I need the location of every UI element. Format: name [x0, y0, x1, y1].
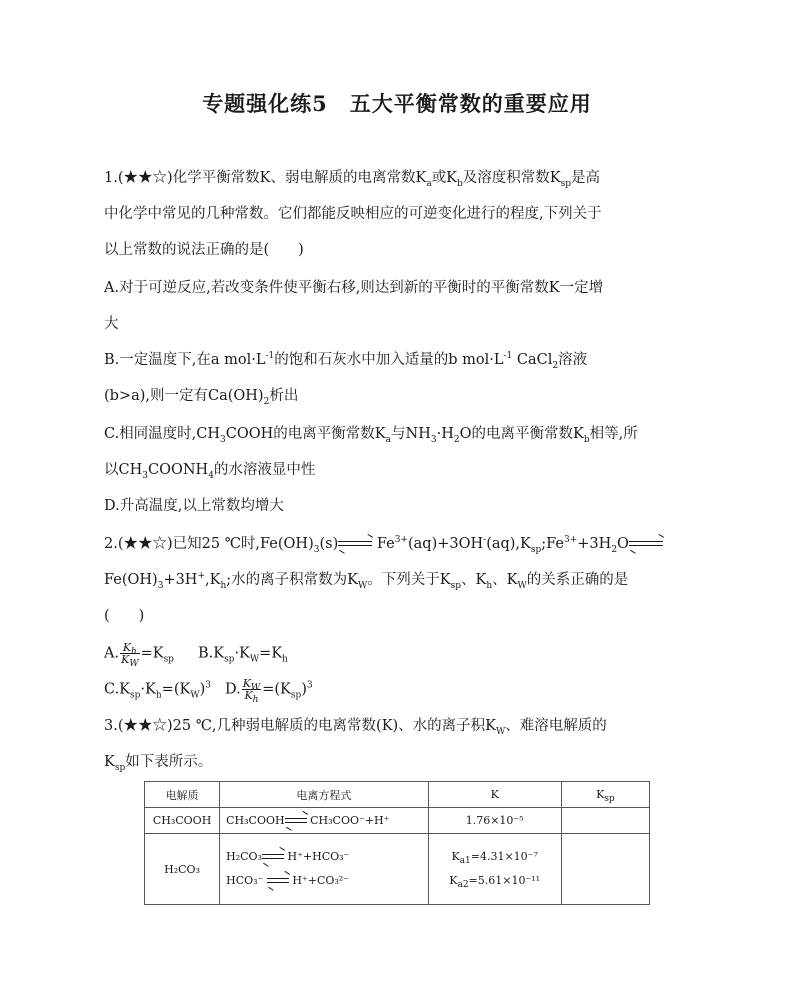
q3-stem-line2: $K_{sp}$如下表所示。 — [104, 754, 213, 773]
q2-stem-line1: 2.(★★☆)已知25 ℃时$,Fe(OH)_3(s)$ $Fe^{3+}(aq)+3OH^-(aq),K_{sp};Fe^{3+}+3H_2O$ — [104, 534, 704, 554]
fraction-kw-over-kh: $\frac{K_W}{K_h}$ — [242, 677, 261, 706]
cell-electrolyte: H₂CO₃ — [145, 834, 220, 905]
q1-stem-line1: 1.(★★☆)化学平衡常数K、弱电解质的电离常数$K_a$或$K_b$及溶度积常数$K_{sp}$是高 — [104, 170, 601, 189]
fraction-kh-over-kw: $\frac{K_h}{K_W}$ — [121, 641, 139, 670]
equilibrium-arrow-icon — [267, 876, 289, 886]
q2-stem-line3: ( ) — [104, 608, 145, 624]
page-title: 专题强化练5 五大平衡常数的重要应用 — [202, 91, 592, 116]
q1-option-b-line1: B.一定温度下,在a $mol\cdot L^{-1}$的饱和石灰水中加入适量的b $mol\cdot L^{-1}$ CaCl$_2$溶液 — [104, 351, 588, 371]
cell-ksp — [561, 834, 649, 905]
q3-stem-line1: 3.(★★☆)25 ℃,几种弱电解质的电离常数(K)、水的离子积$K_W$、难溶电解质的 — [104, 718, 607, 737]
q2-options-ab: A. $\frac{K_h}{K_W}$ $=K_{sp}$ $B.K_{sp}\cdot K_W=K_h$ — [104, 641, 288, 670]
header-electrolyte: 电解质 — [145, 782, 220, 808]
cell-k: $K_{a1}=4.31\times 10^{-7}$ $K_{a2}=5.61\times 10^{-11}$ — [428, 834, 561, 905]
q2-stem-line2: $Fe(OH)_3+3H^+,K_h$;水的离子积常数为$K_W$。下列关于$K_{sp}$、$K_h$、$K_W$的关系正确的是 — [104, 571, 629, 591]
q2-options-cd: $C.K_{sp}\cdot K_h=(K_W)^3$ D. $\frac{K_W}{K_h}$ $=(K_{sp})^3$ — [104, 677, 313, 706]
header-ionization-equation: 电离方程式 — [220, 782, 428, 808]
cell-equation: H₂CO₃ H⁺+HCO₃⁻ HCO₃⁻ H⁺+CO₃²⁻ — [220, 834, 428, 905]
constants-table — [144, 781, 650, 905]
q1-option-a-line1: A.对于可逆反应,若改变条件使平衡右移,则达到新的平衡时的平衡常数K一定增 — [104, 280, 604, 296]
equilibrium-arrow-icon — [262, 852, 284, 862]
q1-stem-line3: 以上常数的说法正确的是( ) — [104, 242, 304, 258]
header-k: K — [428, 782, 561, 808]
cell-electrolyte: CH₃COOH — [145, 808, 220, 834]
table-row — [145, 834, 650, 905]
q1-option-c-line2: 以$CH_3COONH_4$的水溶液显中性 — [104, 462, 316, 481]
table-row — [145, 808, 650, 834]
cell-k: 1.76×10⁻⁵ — [428, 808, 561, 834]
header-ksp: $K_{sp}$ — [561, 782, 649, 808]
cell-equation: CH₃COOH CH₃COO⁻+H⁺ — [220, 808, 428, 834]
q1-option-b-line2: (b>a),则一定有$Ca(OH)_2$析出 — [104, 388, 299, 407]
table-header-row — [145, 782, 650, 808]
q1-option-c-line1: C.相同温度时$,CH_3COOH$的电离平衡常数$K_a$与$NH_3\cdot H_2O$的电离平衡常数$K_b$相等,所 — [104, 426, 638, 445]
q1-option-d: D.升高温度,以上常数均增大 — [104, 498, 284, 514]
equilibrium-arrow-icon — [285, 816, 307, 826]
q1-option-a-line2: 大 — [104, 316, 119, 332]
q1-stem-line2: 中化学中常见的几种常数。它们都能反映相应的可逆变化进行的程度,下列关于 — [104, 206, 602, 222]
cell-ksp — [561, 808, 649, 834]
equilibrium-arrow-icon — [338, 539, 372, 549]
equilibrium-arrow-icon — [629, 539, 663, 549]
